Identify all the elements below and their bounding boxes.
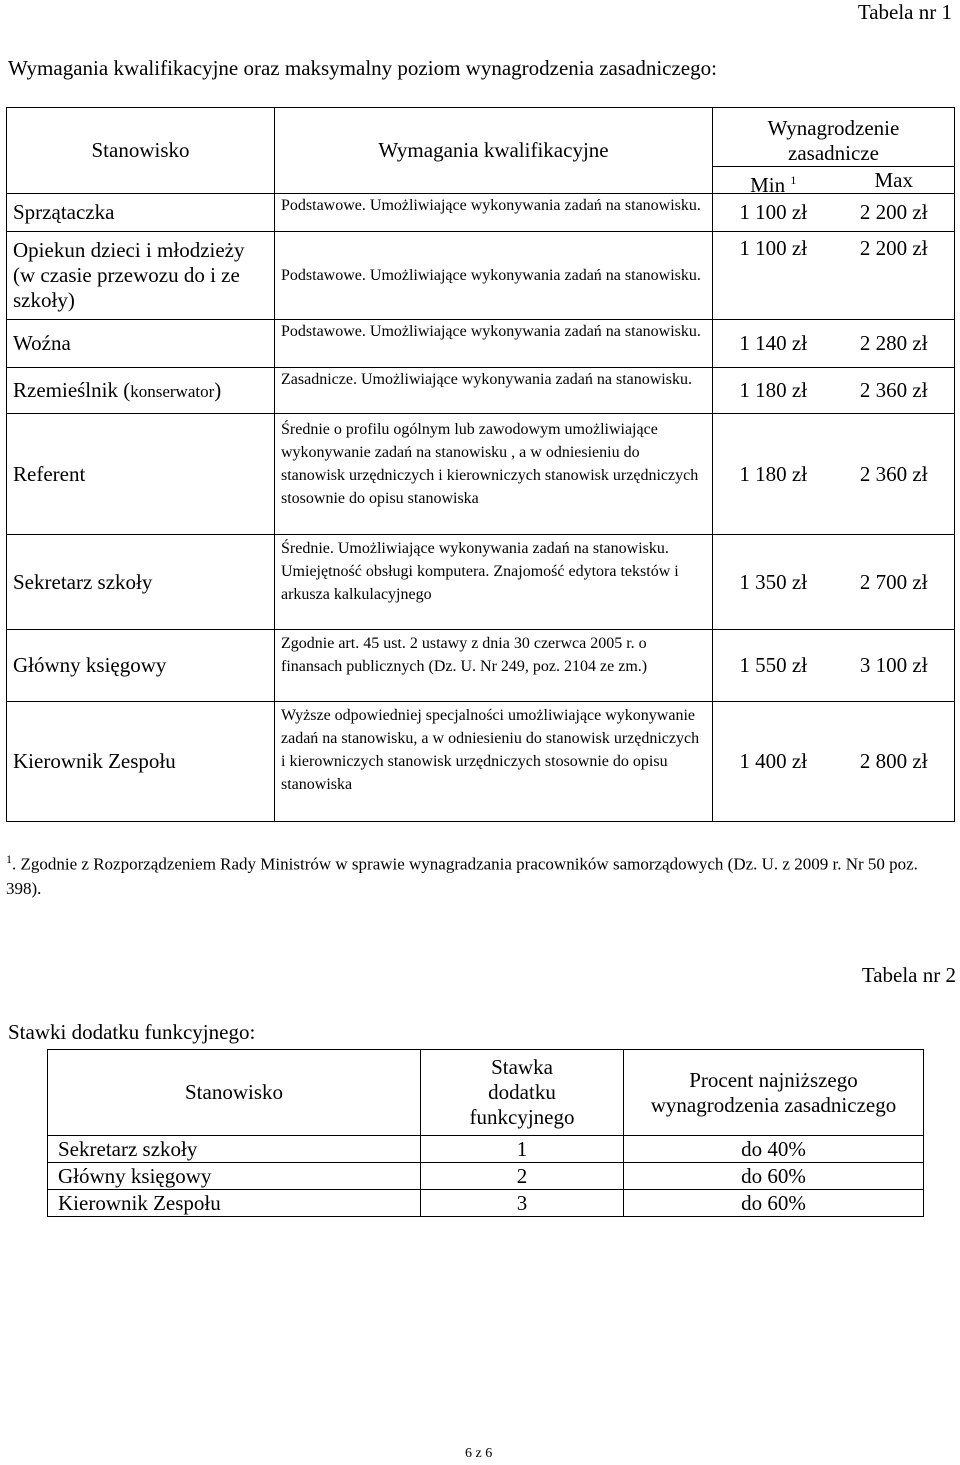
table1-title: Wymagania kwalifikacyjne oraz maksymalny poziom wynagrodzenia zasadniczego:: [8, 56, 717, 80]
row-position: Rzemieślnik (konserwator): [7, 368, 275, 414]
row-min: 1 180 zł: [739, 461, 808, 486]
header-percent: Procent najniższego wynagrodzenia zasadniczego: [624, 1050, 924, 1136]
function-allowance-table: [47, 1049, 924, 1217]
table-row: [7, 194, 955, 232]
row-min: 1 180 zł: [739, 378, 808, 402]
row-position: Kierownik Zespołu: [7, 702, 275, 822]
row-min: 1 100 zł: [739, 200, 808, 224]
header-requirements: Wymagania kwalifikacyjne: [275, 108, 713, 194]
row-position: Główny księgowy: [48, 1163, 421, 1190]
table-row: [7, 368, 955, 414]
table2-title: Stawki dodatku funkcyjnego:: [8, 1020, 256, 1044]
table-row: [48, 1163, 924, 1190]
table-header-row: [48, 1050, 924, 1136]
row-salary: [713, 368, 955, 414]
row-max: 3 100 zł: [859, 653, 928, 677]
row-position: Kierownik Zespołu: [48, 1190, 421, 1217]
row-max: 2 280 zł: [859, 331, 928, 355]
footnote-text: . Zgodnie z Rozporządzeniem Rady Ministrów w sprawie wynagradzania pracowników samorządowych (Dz. U. z 2009 r. Nr 50 poz. 398).: [6, 854, 918, 898]
row-salary: [713, 414, 955, 535]
row-salary: [713, 194, 955, 232]
table-row: [7, 630, 955, 702]
row-percent: do 40%: [624, 1136, 924, 1163]
footnote: [6, 847, 956, 901]
row-min: 1 140 zł: [739, 331, 808, 355]
row-salary: [713, 232, 955, 320]
row-salary: [713, 702, 955, 822]
row-min: 1 350 zł: [739, 569, 808, 594]
header-min: Min $^1$: [750, 173, 797, 197]
row-salary: [713, 535, 955, 630]
header-salary: [713, 108, 955, 197]
header-salary-line2: zasadnicze: [788, 141, 879, 165]
row-position: Referent: [7, 414, 275, 535]
header-salary-line1: Wynagrodzenie: [767, 116, 900, 140]
row-requirements: Podstawowe. Umożliwiające wykonywania zadań na stanowisku.: [275, 232, 713, 320]
row-requirements: Wyższe odpowiedniej specjalności umożliwiające wykonywanie zadań na stanowisku, a w odniesieniu do stanowisk urzędniczych i kierowniczych stanowisk urzędniczych stosownie do opisu stanowiska: [275, 702, 713, 822]
header-position: Stanowisko: [7, 108, 275, 194]
table-row: [48, 1136, 924, 1163]
header-min-footnote-mark: 1: [790, 173, 797, 187]
row-requirements: Średnie o profilu ogólnym lub zawodowym umożliwiające wykonywanie zadań na stanowisku , a w odniesieniu do stanowisk urzędniczych i kierowniczych stanowisk urzędniczych stosownie do opisu stanowiska: [275, 414, 713, 535]
row-requirements: Podstawowe. Umożliwiające wykonywania zadań na stanowisku.: [275, 194, 713, 232]
table-header-row: [7, 108, 955, 194]
row-min: 1 400 zł: [739, 749, 808, 773]
row-min: 1 550 zł: [739, 653, 808, 677]
header-max: Max: [874, 168, 913, 192]
table-row: [7, 535, 955, 630]
row-salary: [713, 630, 955, 702]
row-max: 2 360 zł: [859, 378, 928, 402]
qualification-salary-table: [6, 107, 955, 822]
header-position: Stanowisko: [48, 1050, 421, 1136]
row-requirements: Podstawowe. Umożliwiające wykonywania zadań na stanowisku.: [275, 320, 713, 368]
page-number: 6 z 6: [465, 1446, 493, 1461]
row-rate: 3: [421, 1190, 624, 1217]
row-max: 2 200 zł: [859, 200, 928, 224]
row-max: 2 700 zł: [859, 569, 928, 594]
row-min: 1 100 zł: [739, 236, 808, 260]
row-position: Sekretarz szkoły: [48, 1136, 421, 1163]
row-position: Sprzątaczka: [7, 194, 275, 232]
row-requirements: Zgodnie art. 45 ust. 2 ustawy z dnia 30 czerwca 2005 r. o finansach publicznych (Dz. U. Nr 249, poz. 2104 ze zm.): [275, 630, 713, 702]
row-requirements: Zasadnicze. Umożliwiające wykonywania zadań na stanowisku.: [275, 368, 713, 414]
row-position: Główny księgowy: [7, 630, 275, 702]
table2-label: Tabela nr 2: [861, 963, 956, 987]
row-max: 2 800 zł: [859, 749, 928, 773]
row-percent: do 60%: [624, 1163, 924, 1190]
table1-label: Tabela nr 1: [857, 0, 952, 24]
row-percent: do 60%: [624, 1190, 924, 1217]
row-position: Sekretarz szkoły: [7, 535, 275, 630]
row-position: Woźna: [7, 320, 275, 368]
row-rate: 1: [421, 1136, 624, 1163]
table-row: [7, 702, 955, 822]
row-max: 2 200 zł: [859, 236, 928, 260]
row-max: 2 360 zł: [859, 461, 928, 486]
table-row: [7, 414, 955, 535]
header-rate: Stawka dodatku funkcyjnego: [421, 1050, 624, 1136]
table-row: [7, 232, 955, 320]
row-rate: 2: [421, 1163, 624, 1190]
row-requirements: Średnie. Umożliwiające wykonywania zadań na stanowisku. Umiejętność obsługi komputera. Znajomość edytora tekstów i arkusza kalkulacyjnego: [275, 535, 713, 630]
table-row: [7, 320, 955, 368]
row-salary: [713, 320, 955, 368]
table-row: [48, 1190, 924, 1217]
footnote-mark: 1: [6, 852, 12, 866]
row-position: Opiekun dzieci i młodzieży (w czasie przewozu do i ze szkoły): [7, 232, 275, 320]
row-position-small: konserwator: [130, 382, 215, 401]
